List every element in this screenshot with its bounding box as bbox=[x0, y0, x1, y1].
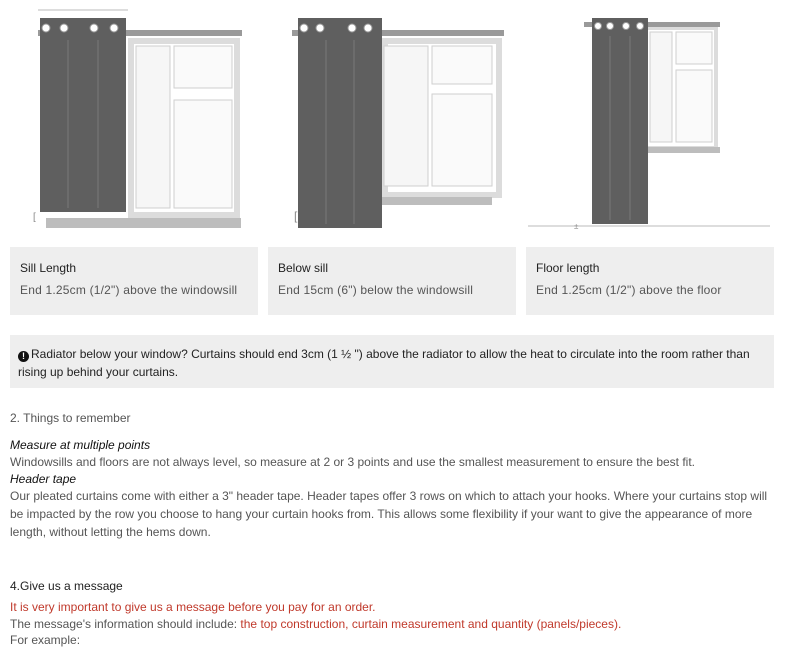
measure-title: Measure at multiple points bbox=[10, 438, 151, 452]
radiator-note bbox=[10, 335, 774, 388]
message-info-prefix: The message's information should include: bbox=[10, 617, 241, 631]
option-description: End 15cm (6") below the windowsill bbox=[278, 283, 474, 297]
section-heading-things-to-remember: 2. Things to remember bbox=[10, 411, 131, 425]
svg-text:[: [ bbox=[33, 212, 36, 223]
illustration-below-sill bbox=[268, 0, 516, 245]
option-card-floor-length bbox=[526, 247, 774, 315]
option-title: Sill Length bbox=[20, 261, 77, 275]
option-description: End 1.25cm (1/2") above the floor bbox=[536, 283, 722, 297]
option-title: Below sill bbox=[278, 261, 329, 275]
section-heading-give-us-a-message: 4.Give us a message bbox=[10, 579, 123, 593]
important-message: It is very important to give us a message before you pay for an order. bbox=[10, 600, 376, 614]
example-label: For example: bbox=[10, 633, 81, 647]
illustration-sill-length bbox=[10, 0, 258, 245]
option-title: Floor length bbox=[536, 261, 600, 275]
option-card-below-sill bbox=[268, 247, 516, 315]
option-description: End 1.25cm (1/2") above the windowsill bbox=[20, 283, 238, 297]
svg-text:±: ± bbox=[574, 222, 579, 231]
radiator-note-text: Radiator below your window? Curtains should end 3cm (1 ½ ") above the radiator to allow the heat to circulate into the room rather than rising up behind your curtains. bbox=[18, 347, 750, 379]
measure-text: Windowsills and floors are not always level, so measure at 2 or 3 points and use the smallest measurement to ensure the best fit. bbox=[10, 455, 696, 469]
exclamation-circle-icon: ! bbox=[18, 351, 29, 362]
illustration-floor-length bbox=[526, 0, 774, 245]
header-tape-title: Header tape bbox=[10, 472, 77, 486]
message-info-highlight: the top construction, curtain measurement and quantity (panels/pieces). bbox=[240, 617, 622, 631]
header-tape-text: Our pleated curtains come with either a 3" header tape. Header tapes offer 3 rows on which to attach your hooks. Where your curtains stop will be impacted by the row you choose to hang your curtain hooks from. This allows some flexibility if your want to give the appearance of more length, without letting the hems down. bbox=[10, 489, 768, 539]
svg-text:[: [ bbox=[294, 209, 298, 223]
option-card-sill-length bbox=[10, 247, 258, 315]
